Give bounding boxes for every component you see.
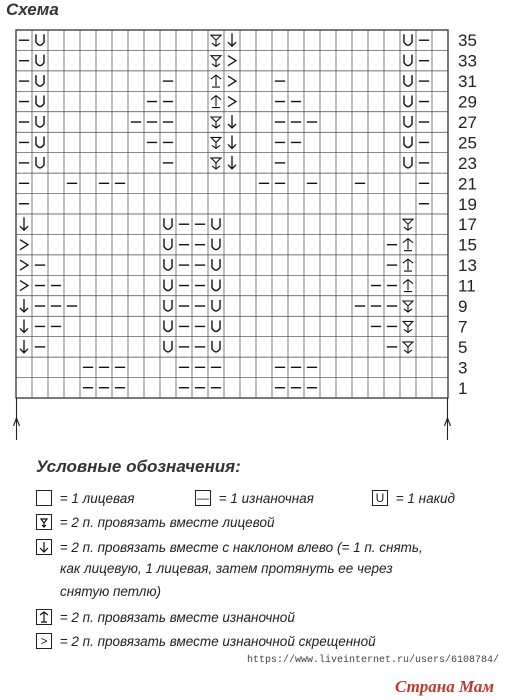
ssk-mark <box>228 135 236 148</box>
legend-k2tog-text: = 2 п. провязать вместе лицевой <box>59 514 275 530</box>
ssk-mark <box>228 115 236 128</box>
p2tog-mark <box>403 239 413 251</box>
legend-row-yo <box>372 489 455 507</box>
k2tog-mark <box>403 219 413 230</box>
row-number: 33 <box>458 51 477 71</box>
yarn-over-mark <box>404 55 412 66</box>
legend-ssk-text-2: как лицевую, 1 лицевая, затем протянуть ее через <box>60 561 393 576</box>
p2tog-mark <box>211 96 221 108</box>
legend-purl-text: = 1 изнаночная <box>218 490 314 506</box>
ssk-mark <box>228 33 236 46</box>
p2tog-tbl-mark <box>20 260 28 270</box>
legend-p2tog-tbl-text: = 2 п. провязать вместе изнаночной скрещенной <box>59 633 376 649</box>
yarn-over-mark <box>164 320 172 331</box>
yarn-over-mark <box>212 259 220 270</box>
p2tog-icon <box>36 609 52 625</box>
k2tog-mark <box>403 321 413 332</box>
k2tog-mark <box>403 301 413 312</box>
ssk-mark <box>20 319 28 332</box>
row-number: 31 <box>458 72 477 92</box>
row-number: 15 <box>458 235 477 255</box>
legend-ssk-text-3: снятую петлю) <box>60 584 161 599</box>
row-number: 11 <box>458 276 476 296</box>
yarn-over-mark <box>36 96 44 107</box>
legend-title: Условные обозначения: <box>36 457 241 476</box>
row-number: 7 <box>458 317 468 337</box>
legend-ssk-text-1: = 2 п. провязать вместе с наклоном влево (= 1 п. снять, <box>59 539 423 555</box>
yarn-over-mark <box>404 96 412 107</box>
legend-row-k2tog <box>36 513 274 531</box>
ssk-mark <box>20 340 28 353</box>
legend-row-ssk <box>36 538 423 556</box>
yarn-over-mark <box>164 239 172 250</box>
row-number: 3 <box>458 358 468 378</box>
k2tog-mark <box>211 35 221 46</box>
yarn-over-mark <box>404 136 412 147</box>
yarn-over-mark <box>164 300 172 311</box>
yarn-over-mark <box>212 218 220 229</box>
row-number: 13 <box>458 256 477 276</box>
legend-knit-text: = 1 лицевая <box>59 490 135 506</box>
p2tog-tbl-mark <box>228 76 236 86</box>
p2tog-tbl-icon: > <box>36 633 52 649</box>
brand-watermark: Страна Мам <box>395 677 495 696</box>
purl-icon: — <box>197 491 209 506</box>
row-number: 17 <box>458 215 477 235</box>
yarn-over-mark <box>212 280 220 291</box>
legend-p2tog-text: = 2 п. провязать вместе изнаночной <box>59 609 295 625</box>
yarn-over-mark <box>36 34 44 45</box>
row-number: 29 <box>458 92 477 112</box>
p2tog-tbl-mark <box>228 56 236 66</box>
yarn-over-mark <box>212 239 220 250</box>
yarn-over-mark <box>36 116 44 127</box>
yarn-over-mark <box>404 157 412 168</box>
p2tog-tbl-mark <box>20 281 28 291</box>
k2tog-mark <box>211 56 221 67</box>
yarn-over-mark <box>404 116 412 127</box>
legend-row-p2tog-tbl <box>36 632 376 650</box>
k2tog-mark <box>211 158 221 169</box>
k2tog-mark <box>211 137 221 148</box>
legend-row-p2tog <box>36 608 295 626</box>
row-number: 19 <box>458 194 477 214</box>
ssk-mark <box>228 156 236 169</box>
source-url: https://www.liveinternet.ru/users/6108784/ <box>247 655 500 666</box>
legend-row-knit <box>36 489 134 507</box>
yarn-over-icon: U <box>372 490 388 506</box>
p2tog-tbl-mark <box>228 97 236 107</box>
chart-title: Схема <box>6 0 59 19</box>
yarn-over-mark <box>164 341 172 352</box>
ssk-mark <box>20 299 28 312</box>
row-number: 27 <box>458 113 477 132</box>
yarn-over-mark <box>36 136 44 147</box>
yarn-over-mark <box>404 34 412 45</box>
ssk-mark <box>20 217 28 230</box>
legend-yo-text: = 1 накид <box>395 490 455 506</box>
ssk-arrow-down-icon <box>36 539 52 555</box>
row-number: 21 <box>458 174 477 194</box>
yarn-over-mark <box>36 55 44 66</box>
p2tog-mark <box>403 280 413 292</box>
k2tog-mark <box>403 342 413 353</box>
yarn-over-mark <box>212 300 220 311</box>
yarn-over-mark <box>164 218 172 229</box>
yarn-over-mark <box>212 341 220 352</box>
knit-icon <box>36 490 52 506</box>
row-number: 9 <box>458 297 468 316</box>
k2tog-icon <box>36 514 52 530</box>
yarn-over-mark <box>164 280 172 291</box>
p2tog-mark <box>403 259 413 271</box>
row-number: 25 <box>458 133 477 153</box>
row-number: 35 <box>458 31 477 51</box>
p2tog-mark <box>211 75 221 87</box>
yarn-over-mark <box>36 75 44 86</box>
p2tog-tbl-mark <box>20 240 28 250</box>
row-number: 5 <box>458 337 468 357</box>
row-number: 23 <box>458 153 477 173</box>
yarn-over-mark <box>404 75 412 86</box>
yarn-over-mark <box>212 320 220 331</box>
k2tog-mark <box>211 117 221 128</box>
yarn-over-mark <box>36 157 44 168</box>
row-number: 1 <box>458 378 468 398</box>
yarn-over-mark <box>164 259 172 270</box>
legend-row-purl <box>195 489 314 507</box>
